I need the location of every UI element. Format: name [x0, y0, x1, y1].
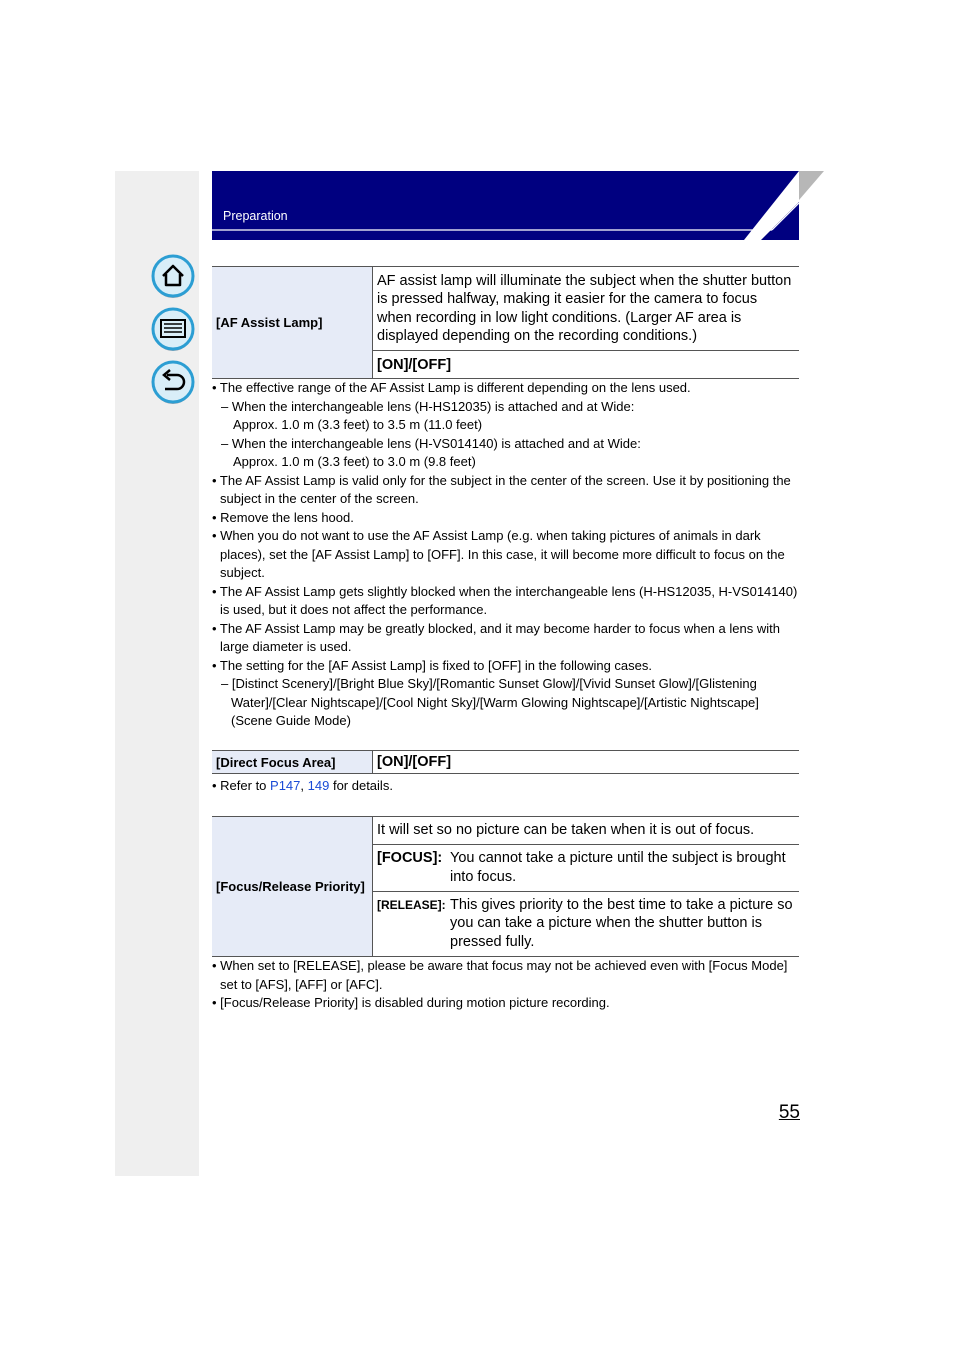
page-link-p147[interactable]: P147: [270, 778, 301, 793]
af-assist-notes: [212, 379, 802, 731]
focus-release-notes: [212, 957, 802, 1013]
direct-focus-note: [212, 777, 802, 796]
note-item: • When you do not want to use the AF Assist Lamp (e.g. when taking pictures of animals in dark places), set the [AF Assist Lamp] to [OFF]. In this case, it will become more difficult to focus on the subject.: [212, 528, 785, 580]
direct-focus-table: [212, 750, 799, 774]
note-item: • The AF Assist Lamp gets slightly blocked when the interchangeable lens (H-HS12035, H-VS014140) is used, but it does not affect the performance.: [212, 583, 798, 617]
back-button[interactable]: [151, 360, 195, 404]
note-prefix: • Refer to: [212, 778, 271, 793]
home-icon: [151, 254, 195, 298]
menu-button[interactable]: [151, 307, 195, 351]
focus-option-row: [373, 844, 800, 891]
note-detail: Approx. 1.0 m (3.3 feet) to 3.0 m (9.8 feet): [233, 454, 476, 469]
af-assist-table: [212, 266, 799, 379]
section-title: Preparation: [223, 209, 288, 223]
note-subitem: – [Distinct Scenery]/[Bright Blue Sky]/[Romantic Sunset Glow]/[Vivid Sunset Glow]/[Glistening Water]/[Clear Nightscape]/[Cool Night Sky]/[Warm Glowing Nightscape]/[Artistic Nightscape] (Scene Guide Mode): [221, 676, 759, 728]
direct-focus-options: [ON]/[OFF]: [373, 751, 800, 774]
focus-option-desc: You cannot take a picture until the subject is brought into focus.: [450, 850, 786, 885]
note-item: • The effective range of the AF Assist Lamp is different depending on the lens used.: [212, 380, 691, 395]
header-tab-corner: [799, 171, 825, 201]
direct-focus-label: [Direct Focus Area]: [212, 751, 373, 774]
note-item: • The AF Assist Lamp is valid only for the subject in the center of the screen. Use it by positioning the subject in the center of the screen.: [212, 472, 791, 506]
focus-release-description: It will set so no picture can be taken when it is out of focus.: [373, 817, 800, 845]
link-separator: ,: [300, 778, 308, 793]
note-subitem: – When the interchangeable lens (H-HS12035) is attached and at Wide:: [221, 398, 635, 414]
home-button[interactable]: [151, 254, 195, 298]
menu-list-icon: [151, 307, 195, 351]
release-option-desc: This gives priority to the best time to take a picture so you can take a picture when the shutter button is pressed fully.: [450, 896, 793, 950]
release-option-key: [RELEASE]:: [377, 897, 446, 912]
af-assist-description: AF assist lamp will illuminate the subject when the shutter button is pressed halfway, making it easier for the camera to focus when recording in low light conditions. (Larger AF area is displayed depending on the recording conditions.): [373, 267, 800, 351]
header-corner-decoration: [212, 171, 799, 240]
note-item: • [Focus/Release Priority] is disabled during motion picture recording.: [212, 995, 610, 1010]
focus-release-label: [Focus/Release Priority]: [212, 817, 373, 957]
note-item: • The setting for the [AF Assist Lamp] is fixed to [OFF] in the following cases.: [212, 657, 653, 673]
note-item: • When set to [RELEASE], please be aware that focus may not be achieved even with [Focus Mode] set to [AFS], [AFF] or [AFC].: [212, 958, 788, 992]
note-detail: Approx. 1.0 m (3.3 feet) to 3.5 m (11.0 feet): [233, 417, 483, 432]
focus-option-key: [FOCUS]:: [377, 850, 443, 866]
section-header: [212, 171, 799, 240]
af-assist-options: [ON]/[OFF]: [373, 351, 800, 379]
af-assist-label: [AF Assist Lamp]: [212, 267, 373, 379]
note-item: • The AF Assist Lamp may be greatly blocked, and it may become harder to focus when a lens with large diameter is used.: [212, 620, 780, 654]
note-item: • Remove the lens hood.: [212, 509, 354, 525]
page-link-149[interactable]: 149: [307, 778, 330, 793]
focus-release-table: [212, 816, 799, 957]
page-number: 55: [778, 1102, 800, 1123]
note-subitem: – When the interchangeable lens (H-VS014140) is attached and at Wide:: [221, 435, 641, 451]
note-suffix: for details.: [329, 778, 393, 793]
back-arrow-icon: [151, 360, 195, 404]
release-option-row: [373, 891, 800, 956]
